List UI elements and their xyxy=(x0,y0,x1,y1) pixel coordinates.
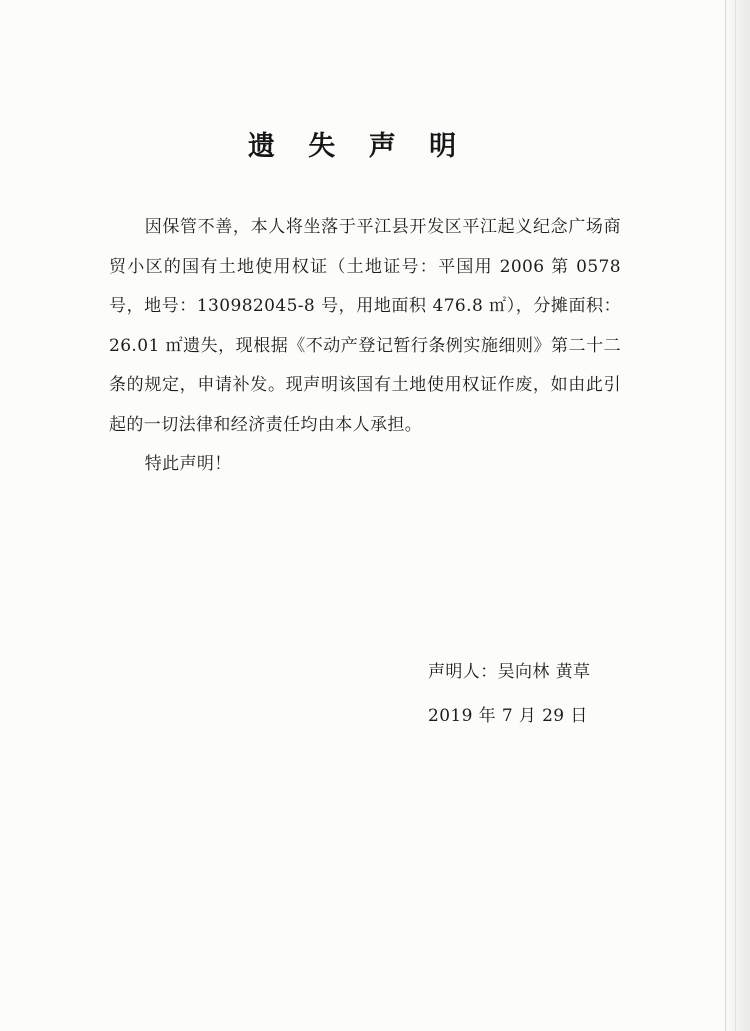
document-body xyxy=(109,208,621,485)
date-line: 2019 年 7 月 29 日 xyxy=(428,706,588,726)
page-edge-line xyxy=(725,0,726,1031)
document-title: 遗 失 声 明 xyxy=(247,131,469,162)
page-edge-line-inner xyxy=(735,0,736,1031)
body-paragraph-main: 因保管不善，本人将坐落于平江县开发区平江起义纪念广场商贸小区的国有土地使用权证（土地证号：平国用 2006 第 0578 号，地号：130982045-8 号，用地面积 476.8 ㎡），分摊面积：26.01 ㎡遗失，现根据《不动产登记暂行条例实施细则》第二十二条的规定，申请补发。现声明该国有土地使用权证作废，如由此引起的一切法律和经济责任均由本人承担。 xyxy=(109,217,621,435)
declarant-line: 声明人：吴向林 黄草 xyxy=(428,662,591,682)
signature-block xyxy=(428,650,590,738)
page-edge-shadow xyxy=(722,0,750,1031)
body-paragraph-closing: 特此声明！ xyxy=(144,454,232,474)
